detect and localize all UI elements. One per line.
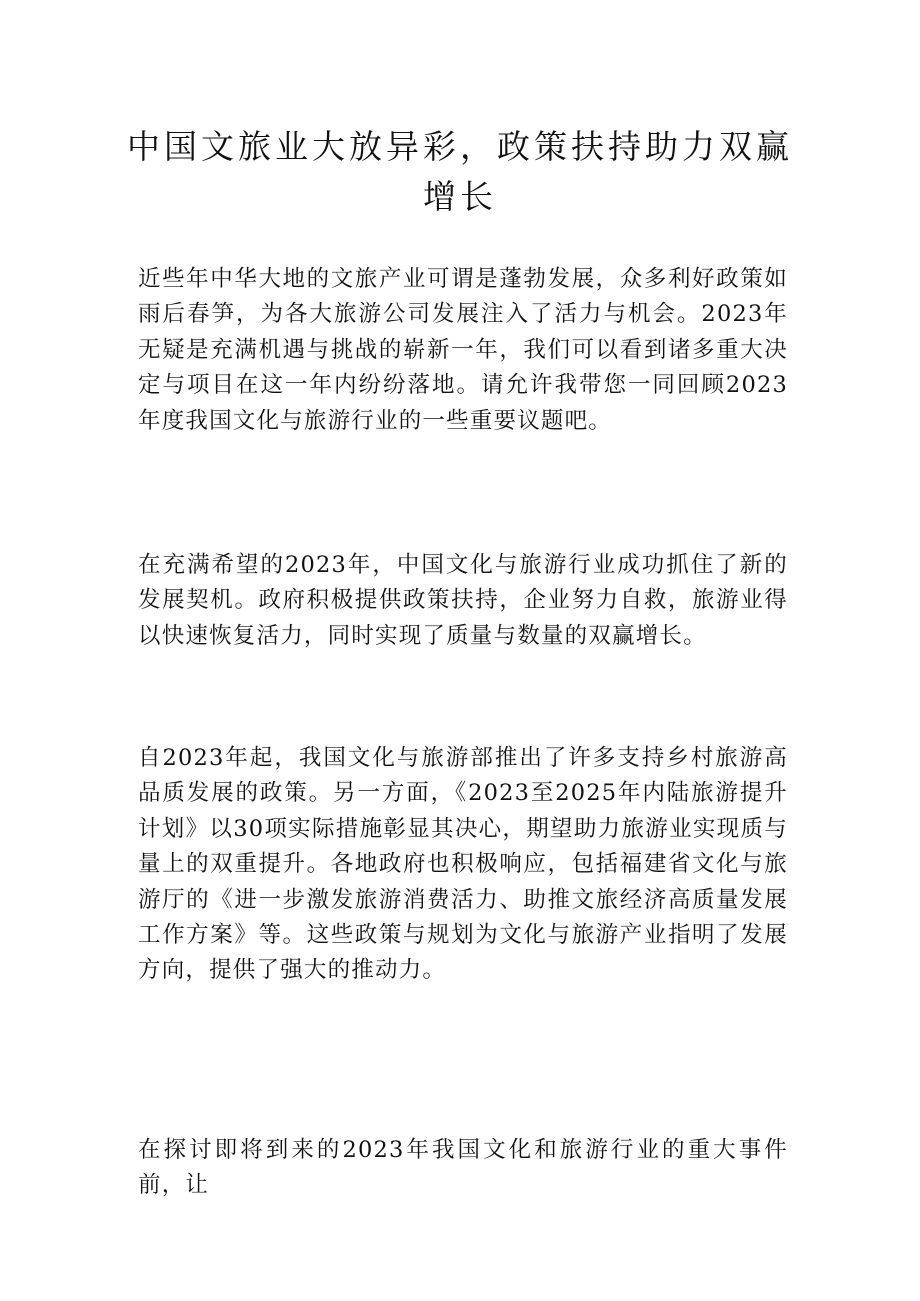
paragraph-policies: 自2023年起，我国文化与旅游部推出了许多支持乡村旅游高品质发展的政策。另一方面，《2023至2025年内陆旅游提升计划》以30项实际措施彰显其决心，期望助力旅游业实现质与量上的双重提升。各地政府也积极响应，包括福建省文化与旅游厅的《进一步激发旅游消费活力、助推文旅经济高质量发展工作方案》等。这些政策与规划为文化与旅游产业指明了发展方向，提供了强大的推动力。 bbox=[138, 745, 788, 984]
document-title: 中国文旅业大放异彩，政策扶持助力双赢增长 bbox=[127, 127, 793, 216]
paragraph-intro: 近些年中华大地的文旅产业可谓是蓬勃发展，众多利好政策如雨后春笋，为各大旅游公司发展注入了活力与机会。2023年无疑是充满机遇与挑战的崭新一年，我们可以看到诸多重大决定与项目在这一年内纷纷落地。请允许我带您一同回顾2023年度我国文化与旅游行业的一些重要议题吧。 bbox=[138, 266, 788, 434]
paragraph-opportunity: 在充满希望的2023年，中国文化与旅游行业成功抓住了新的发展契机。政府积极提供政策扶持，企业努力自救，旅游业得以快速恢复活力，同时实现了质量与数量的双赢增长。 bbox=[138, 552, 788, 649]
paragraph-events: 在探讨即将到来的2023年我国文化和旅游行业的重大事件前，让 bbox=[138, 1137, 788, 1199]
